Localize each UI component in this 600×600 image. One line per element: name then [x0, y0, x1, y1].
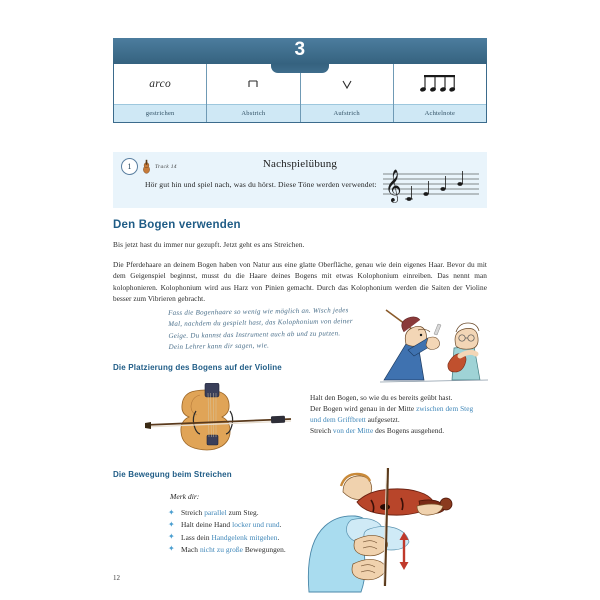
illustration-teacher-student: [378, 308, 490, 386]
bullet-2-highlight: locker und rund: [232, 520, 280, 530]
bullet-4-pre: Mach: [181, 544, 200, 554]
bullet-3-highlight: Handgelenk mitgehen: [211, 532, 278, 542]
label-abstrich: Abstrich: [207, 104, 299, 122]
placement-line-2b: zwischen dem Steg: [416, 404, 474, 414]
handwritten-line-4: Dein Lehrer kann dir sagen, wie.: [168, 341, 270, 351]
section-heading: Den Bogen verwenden: [113, 219, 241, 231]
bullet-1-pre: Streich: [181, 508, 205, 517]
placement-line-2a: Der Bogen wird genau in der Mitte: [310, 404, 417, 414]
placement-text: [310, 392, 490, 436]
section-intro: Bis jetzt hast du immer nur gezupft. Jetzt geht es ans Streichen.: [113, 240, 305, 249]
diamond-bullet-icon: ✦: [168, 507, 175, 517]
track-label: Track 14: [155, 163, 177, 170]
page-number: 12: [113, 574, 120, 582]
bullet-3-post: .: [277, 532, 280, 542]
bullet-1-highlight: parallel: [204, 508, 227, 517]
eighth-notes-icon: [394, 64, 486, 104]
handwritten-line-1: Fass die Bogenhaare so wenig wie möglich an. Wisch jedes: [168, 306, 349, 317]
handwritten-line-2: Mal, nachdem du gespielt hast, das Kolophonium von deiner: [168, 317, 353, 329]
summary-header-tab: [271, 64, 329, 73]
svg-text:𝄞: 𝄞: [385, 169, 402, 202]
bullet-3-pre: Lass dein: [181, 532, 212, 542]
exercise-box: [113, 152, 487, 208]
placement-line-4b: von der Mitte: [332, 426, 374, 436]
bullet-4-post: Bewegungen.: [242, 544, 286, 554]
placement-line-3a: und dem Griffbrett: [310, 415, 366, 425]
diamond-bullet-icon: ✦: [168, 544, 175, 554]
placement-line-4a: Streich: [310, 426, 333, 436]
music-staff: [381, 168, 481, 206]
exercise-instruction: Hör gut hin und spiel nach, was du hörst. Diese Töne werden verwendet:: [145, 180, 377, 189]
label-achtelnote: Achtelnote: [394, 104, 486, 122]
movement-heading: Die Bewegung beim Streichen: [113, 470, 232, 479]
track-number: 1: [121, 158, 138, 175]
illustration-violin-player: [305, 468, 485, 593]
summary-table: [113, 38, 487, 123]
bullet-1-post: zum Steg.: [226, 508, 259, 517]
summary-header-bar: [113, 38, 487, 64]
bullet-4-highlight: nicht zu große: [199, 544, 243, 554]
handwritten-note: [168, 305, 384, 354]
glyph-arco: arco: [149, 78, 172, 90]
label-gestrichen: gestrichen: [114, 104, 206, 122]
bullet-2-pre: Halt deine Hand: [181, 520, 233, 530]
placement-heading: Die Platzierung des Bogens auf der Violine: [113, 363, 282, 372]
label-aufstrich: Aufstrich: [301, 104, 393, 122]
diamond-bullet-icon: ✦: [168, 532, 175, 542]
bullet-2-post: .: [279, 520, 282, 530]
merk-dir-label: Merk dir:: [170, 492, 200, 501]
exercise-title: Nachspielübung: [262, 158, 338, 170]
summary-cell-eighthnotes: [394, 64, 486, 122]
handwritten-line-3: Geige. Du kannst das Instrument auch ab und zu putzen.: [168, 328, 341, 340]
illustration-violin-bow-placement: [143, 383, 293, 455]
placement-line-4c: des Bogens ausgehend.: [373, 426, 445, 436]
chapter-number: 3: [294, 39, 306, 60]
placement-line-1: Halt den Bogen, so wie du es bereits geübt hast.: [310, 393, 453, 402]
summary-cell-arco: [114, 64, 207, 122]
placement-line-3b: aufgesetzt.: [365, 415, 400, 425]
diamond-bullet-icon: ✦: [168, 519, 175, 529]
section-body: Die Pferdehaare an deinem Bogen haben von Natur aus eine glatte Oberfläche, genau wie dein eigenes Haar. Bevor du mit dem Geigenspiel beginnst, musst du die Haare deines Bogens mit etwas Kolophonium einreiben. Das nennt man kolophonieren. Kolophonium wird aus Harz von Pinien gemacht. Durch das Kolophonium werden die Saiten der Violine besser zum Vibrieren gebracht.: [113, 260, 487, 303]
